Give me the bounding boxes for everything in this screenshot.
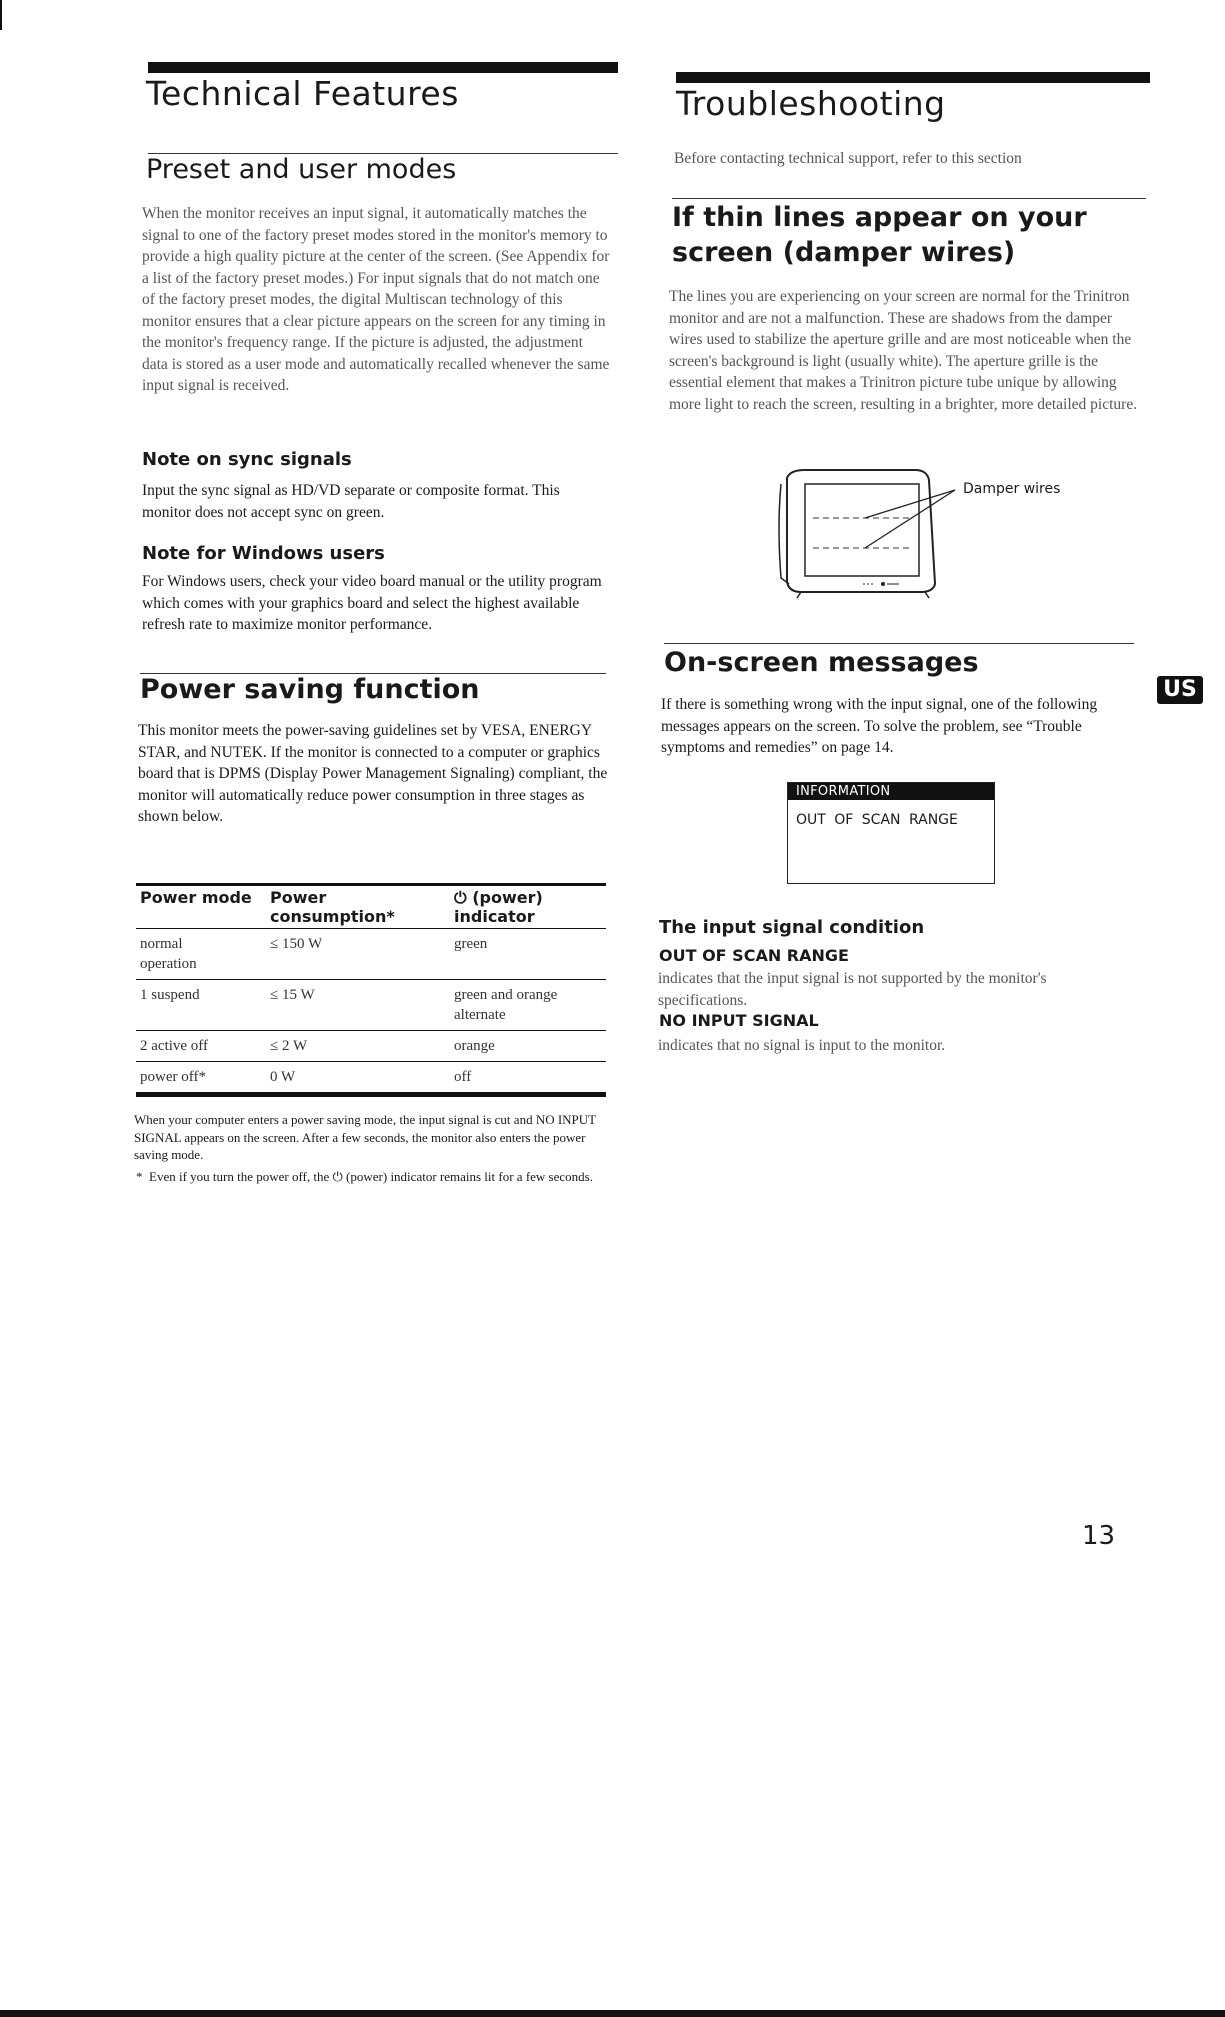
power-saving-note: When your computer enters a power saving mode, the input signal is cut and NO INPUT SIGNAL appears on the screen. After a few seconds, the monitor also enters the power saving mode. bbox=[134, 1112, 596, 1162]
paragraph-thin-lines: The lines you are experiencing on your screen are normal for the Trinitron monitor and are not a malfunction. These are shadows from the damper wires used to stabilize the aperture grille and are most noticeable when the screen's background is light (usually white). The aperture grille is the essential element that makes a Trinitron picture tube unique by allowing more light to reach the screen, resulting in a brighter, more detailed picture. bbox=[669, 288, 1138, 413]
scan-bottom-edge bbox=[0, 2010, 1225, 2017]
page-number: 13 bbox=[1082, 1521, 1116, 1551]
header-power-consumption: Power consumption* bbox=[270, 888, 395, 926]
power-saving-footnote: Even if you turn the power off, the ⏻ (power) indicator remains lit for a few seconds. bbox=[149, 1169, 593, 1184]
troubleshooting-intro: Before contacting technical support, refer to this section bbox=[674, 150, 1022, 167]
cell-consumption: 0 W bbox=[270, 1069, 296, 1085]
footnote-mark: * bbox=[136, 1169, 143, 1184]
section-rule bbox=[148, 62, 618, 73]
paragraph-windows-users: For Windows users, check your video board manual or the utility program which comes with your graphics board and select the highest available refresh rate to maximize monitor performance. bbox=[142, 573, 602, 633]
paragraph-power-saving: This monitor meets the power-saving guidelines set by VESA, ENERGY STAR, and NUTEK. If the monitor is connected to a computer or graphics board that is DPMS (Display Power Management Signaling) compliant, the monitor will automatically reduce power consumption in three stages as shown below. bbox=[138, 722, 608, 825]
table-row bbox=[136, 980, 606, 1031]
heading-preset-modes: Preset and user modes bbox=[146, 154, 457, 185]
divider bbox=[664, 643, 1134, 644]
condition-text: indicates that no signal is input to the monitor. bbox=[658, 1037, 946, 1054]
cell-consumption: ≤ 15 W bbox=[270, 987, 315, 1003]
section-rule bbox=[676, 72, 1150, 83]
paragraph-sync-signals: Input the sync signal as HD/VD separate or composite format. This monitor does not accept sync on green. bbox=[142, 482, 560, 521]
label-damper-wires: Damper wires bbox=[963, 481, 1061, 497]
cell-consumption: ≤ 150 W bbox=[270, 936, 323, 952]
paragraph-onscreen-messages: If there is something wrong with the input signal, one of the following messages appears on the screen. To solve the problem, see “Trouble symptoms and remedies” on page 14. bbox=[661, 696, 1098, 756]
heading-thin-lines: If thin lines appear on your screen (damper wires) bbox=[672, 202, 1087, 268]
cell-mode: power off* bbox=[140, 1069, 206, 1085]
cell-mode: 1 suspend bbox=[140, 987, 200, 1003]
cell-indicator: green bbox=[454, 936, 488, 952]
header-power-indicator: ⏻ (power) indicator bbox=[454, 888, 543, 926]
cell-indicator: off bbox=[454, 1069, 472, 1085]
table-row bbox=[136, 929, 606, 980]
heading-onscreen-messages: On-screen messages bbox=[664, 647, 979, 678]
cell-indicator: green and orange alternate bbox=[454, 987, 558, 1023]
condition-label: OUT OF SCAN RANGE bbox=[659, 946, 849, 965]
table-row bbox=[136, 1031, 606, 1062]
table-row bbox=[136, 1062, 606, 1095]
scan-corner-mark bbox=[0, 0, 2, 30]
heading-input-signal-condition: The input signal condition bbox=[659, 917, 925, 938]
condition-text: indicates that the input signal is not supported by the monitor's specifications. bbox=[658, 970, 1047, 1009]
section-title-troubleshooting: Troubleshooting bbox=[676, 84, 946, 123]
power-mode-table bbox=[136, 883, 606, 1097]
divider bbox=[672, 198, 1146, 199]
language-tab-badge: US bbox=[1157, 676, 1203, 704]
onscreen-message-box bbox=[787, 782, 995, 884]
cell-consumption: ≤ 2 W bbox=[270, 1038, 308, 1054]
header-power-mode: Power mode bbox=[140, 888, 252, 907]
info-box-message: OUT OF SCAN RANGE bbox=[796, 812, 958, 828]
table-header-row bbox=[136, 885, 606, 929]
paragraph-preset-modes: When the monitor receives an input signal, it automatically matches the signal to one of the factory preset modes stored in the monitor's memory to provide a high quality picture at the center of the screen. (See Appendix for a list of the factory preset modes.) For input signals that do not match one of the factory preset modes, the digital Multiscan technology of this monitor ensures that a clear picture appears on the screen for any timing in the monitor's frequency range. If the picture is adjusted, the adjustment data is stored as a user mode and automatically recalled whenever the same input signal is received. bbox=[142, 205, 610, 394]
section-title-technical-features: Technical Features bbox=[146, 74, 459, 113]
heading-windows-users: Note for Windows users bbox=[142, 543, 385, 564]
condition-label: NO INPUT SIGNAL bbox=[659, 1011, 819, 1030]
info-box-header: INFORMATION bbox=[788, 783, 994, 800]
cell-mode: normal operation bbox=[140, 936, 197, 972]
heading-power-saving: Power saving function bbox=[140, 674, 480, 705]
heading-sync-signals: Note on sync signals bbox=[142, 449, 352, 470]
cell-indicator: orange bbox=[454, 1038, 495, 1054]
cell-mode: 2 active off bbox=[140, 1038, 209, 1054]
